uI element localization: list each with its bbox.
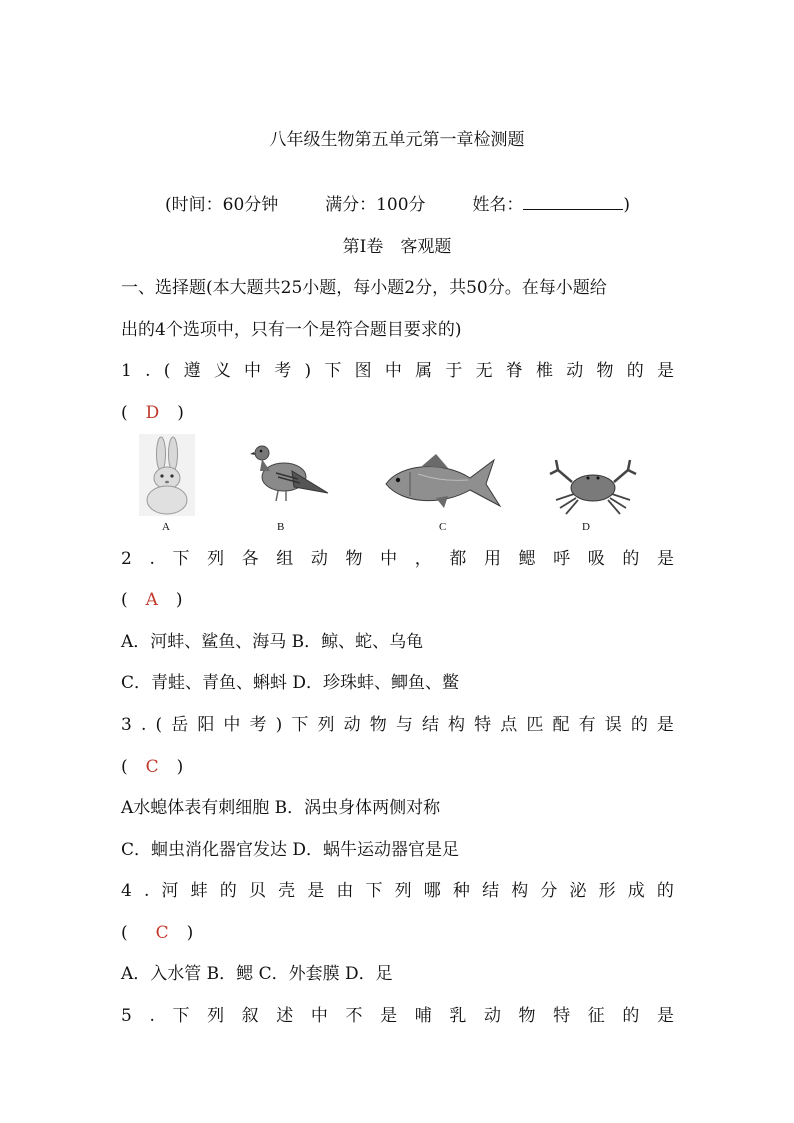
stem-char: 椎 — [536, 361, 554, 381]
stem-char: 列 — [394, 881, 412, 901]
stem-char: 物 — [596, 361, 614, 381]
stem-char: 乳 — [449, 1006, 467, 1026]
stem-char: 中 — [384, 361, 402, 381]
stem-char: 吸 — [587, 549, 605, 569]
answer-mark: D — [145, 403, 160, 423]
stem-char: 考 — [274, 361, 292, 381]
stem-char: 形 — [598, 881, 616, 901]
figure-label-c: C — [439, 521, 447, 533]
stem-char: 哪 — [423, 881, 441, 901]
stem-char: 遵 — [183, 361, 201, 381]
stem-char: 下 — [291, 715, 309, 735]
page-title: 八年级生物第五单元第一章检测题 — [269, 130, 525, 150]
stem-char: 中 — [244, 361, 262, 381]
stem-char: 义 — [213, 361, 231, 381]
stem-char: 贝 — [248, 881, 266, 901]
stem-char: 图 — [354, 361, 372, 381]
stem-char: 结 — [421, 715, 439, 735]
stem-char: 呼 — [553, 549, 571, 569]
stem-char: 用 — [483, 549, 501, 569]
stem-char: 匹 — [526, 715, 544, 735]
stem-char: 配 — [552, 715, 570, 735]
stem-char: 点 — [500, 715, 518, 735]
stem-char: . — [143, 881, 150, 901]
stem-char: 河 — [161, 881, 179, 901]
stem-char: 误 — [604, 715, 622, 735]
rabbit-icon — [139, 434, 195, 516]
stem-char: 征 — [587, 1006, 605, 1026]
carp-icon — [382, 452, 504, 510]
stem-char: 物 — [518, 1006, 536, 1026]
stem-char: 动 — [310, 549, 328, 569]
name-label: 姓名： — [472, 195, 524, 215]
question-3-option-line2: C．蛔虫消化器官发达 D．蜗牛运动器官是足 — [121, 840, 460, 860]
stem-char: 是 — [656, 1006, 674, 1026]
stem-char: 的 — [630, 715, 648, 735]
stem-char: 述 — [276, 1006, 294, 1026]
stem-char: 脊 — [505, 361, 523, 381]
stem-char: 中 — [223, 715, 241, 735]
stem-char: 不 — [345, 1006, 363, 1026]
stem-char: 有 — [578, 715, 596, 735]
stem-char: 中 — [310, 1006, 328, 1026]
question-4-stem — [121, 880, 674, 902]
stem-char: 考 — [249, 715, 267, 735]
answer-mark: C — [155, 923, 169, 943]
stem-char: 的 — [622, 549, 640, 569]
exam-meta: (时间：60分钟 满分：100分 姓名： ) — [165, 195, 630, 215]
stem-char: 动 — [343, 715, 361, 735]
stem-char: ) — [275, 715, 283, 735]
stem-char: 的 — [656, 881, 674, 901]
figure-label-d: D — [582, 521, 590, 533]
stem-char: 是 — [656, 361, 674, 381]
question-2-answer: ( A ) — [121, 590, 183, 610]
stem-char: 与 — [395, 715, 413, 735]
stem-char: 由 — [336, 881, 354, 901]
figure-label-a: A — [162, 521, 170, 533]
stem-char: 列 — [317, 715, 335, 735]
question-3-stem — [121, 714, 674, 736]
stem-char: 动 — [483, 1006, 501, 1026]
stem-char: 哺 — [414, 1006, 432, 1026]
stem-char: 都 — [449, 549, 467, 569]
stem-char: . — [145, 361, 151, 381]
stem-char: 结 — [482, 881, 500, 901]
stem-char: 分 — [540, 881, 558, 901]
stem-char: 下 — [172, 1006, 190, 1026]
stem-char: 是 — [307, 881, 325, 901]
stem-char: 动 — [566, 361, 584, 381]
stem-char: 构 — [511, 881, 529, 901]
stem-char: ) — [304, 361, 312, 381]
question-4-options: A．入水管 B．鳃 C．外套膜 D．足 — [121, 964, 393, 984]
stem-char: 壳 — [278, 881, 296, 901]
stem-char: 叙 — [241, 1006, 259, 1026]
stem-char: 特 — [553, 1006, 571, 1026]
answer-mark: A — [145, 590, 158, 610]
question-2-option-line1: A．河蚌、鲨鱼、海马 B．鲸、蛇、乌龟 — [121, 632, 424, 652]
stem-char: 无 — [475, 361, 493, 381]
stem-char: 3 — [121, 715, 132, 735]
question-1-answer: ( D ) — [121, 403, 184, 423]
crab-icon — [546, 454, 640, 516]
stem-char: . — [149, 1006, 155, 1026]
question-2-option-line2: C．青蛙、青鱼、蝌蚪 D．珍珠蚌、鲫鱼、鳖 — [121, 673, 460, 693]
stem-char: ( — [163, 361, 171, 381]
answer-mark: C — [145, 757, 159, 777]
stem-char: 下 — [172, 549, 190, 569]
figure-label-b: B — [277, 521, 285, 533]
stem-char: 阳 — [197, 715, 215, 735]
stem-char: ， — [414, 549, 432, 569]
question-1-stem — [121, 360, 674, 382]
stem-char: 成 — [627, 881, 645, 901]
question-4-answer: ( C ) — [121, 923, 194, 943]
stem-char: 构 — [448, 715, 466, 735]
stem-char: 的 — [626, 361, 644, 381]
stem-char: 4 — [121, 881, 132, 901]
stem-char: 列 — [207, 549, 225, 569]
instructions-line1: 一、选择题(本大题共25小题，每小题2分，共50分。在每小题给 — [121, 278, 607, 298]
pigeon-icon — [248, 437, 332, 503]
time-info: (时间：60分钟 — [165, 195, 279, 215]
stem-char: 是 — [656, 549, 674, 569]
stem-char: 5 — [121, 1006, 132, 1026]
stem-char: 组 — [276, 549, 294, 569]
stem-char: 是 — [380, 1006, 398, 1026]
stem-char: 1 — [121, 361, 132, 381]
stem-char: 于 — [445, 361, 463, 381]
score-info: 满分：100分 — [325, 195, 426, 215]
stem-char: 泌 — [569, 881, 587, 901]
question-3-answer: ( C ) — [121, 757, 184, 777]
stem-char: 蚌 — [190, 881, 208, 901]
stem-char: 属 — [415, 361, 433, 381]
stem-char: 鳃 — [518, 549, 536, 569]
stem-char: 物 — [369, 715, 387, 735]
stem-char: 各 — [241, 549, 259, 569]
question-5-stem — [121, 1005, 674, 1027]
name-blank[interactable] — [523, 194, 623, 210]
stem-char: 特 — [474, 715, 492, 735]
stem-char: . — [140, 715, 147, 735]
question-3-option-line1: A水螅体表有刺细胞 B．涡虫身体两侧对称 — [121, 798, 441, 818]
question-2-stem — [121, 548, 674, 570]
stem-char: 种 — [452, 881, 470, 901]
stem-char: 下 — [324, 361, 342, 381]
stem-char: 的 — [219, 881, 237, 901]
stem-char: 的 — [622, 1006, 640, 1026]
stem-char: 2 — [121, 549, 132, 569]
stem-char: 是 — [656, 715, 674, 735]
instructions-line2: 出的4个选项中，只有一个是符合题目要求的) — [121, 320, 462, 340]
stem-char: 列 — [207, 1006, 225, 1026]
stem-char: 岳 — [171, 715, 189, 735]
stem-char: 物 — [345, 549, 363, 569]
stem-char: ( — [155, 715, 163, 735]
stem-char: 下 — [365, 881, 383, 901]
stem-char: . — [149, 549, 155, 569]
stem-char: 中 — [380, 549, 398, 569]
section-title: 第Ⅰ卷 客观题 — [342, 237, 452, 257]
